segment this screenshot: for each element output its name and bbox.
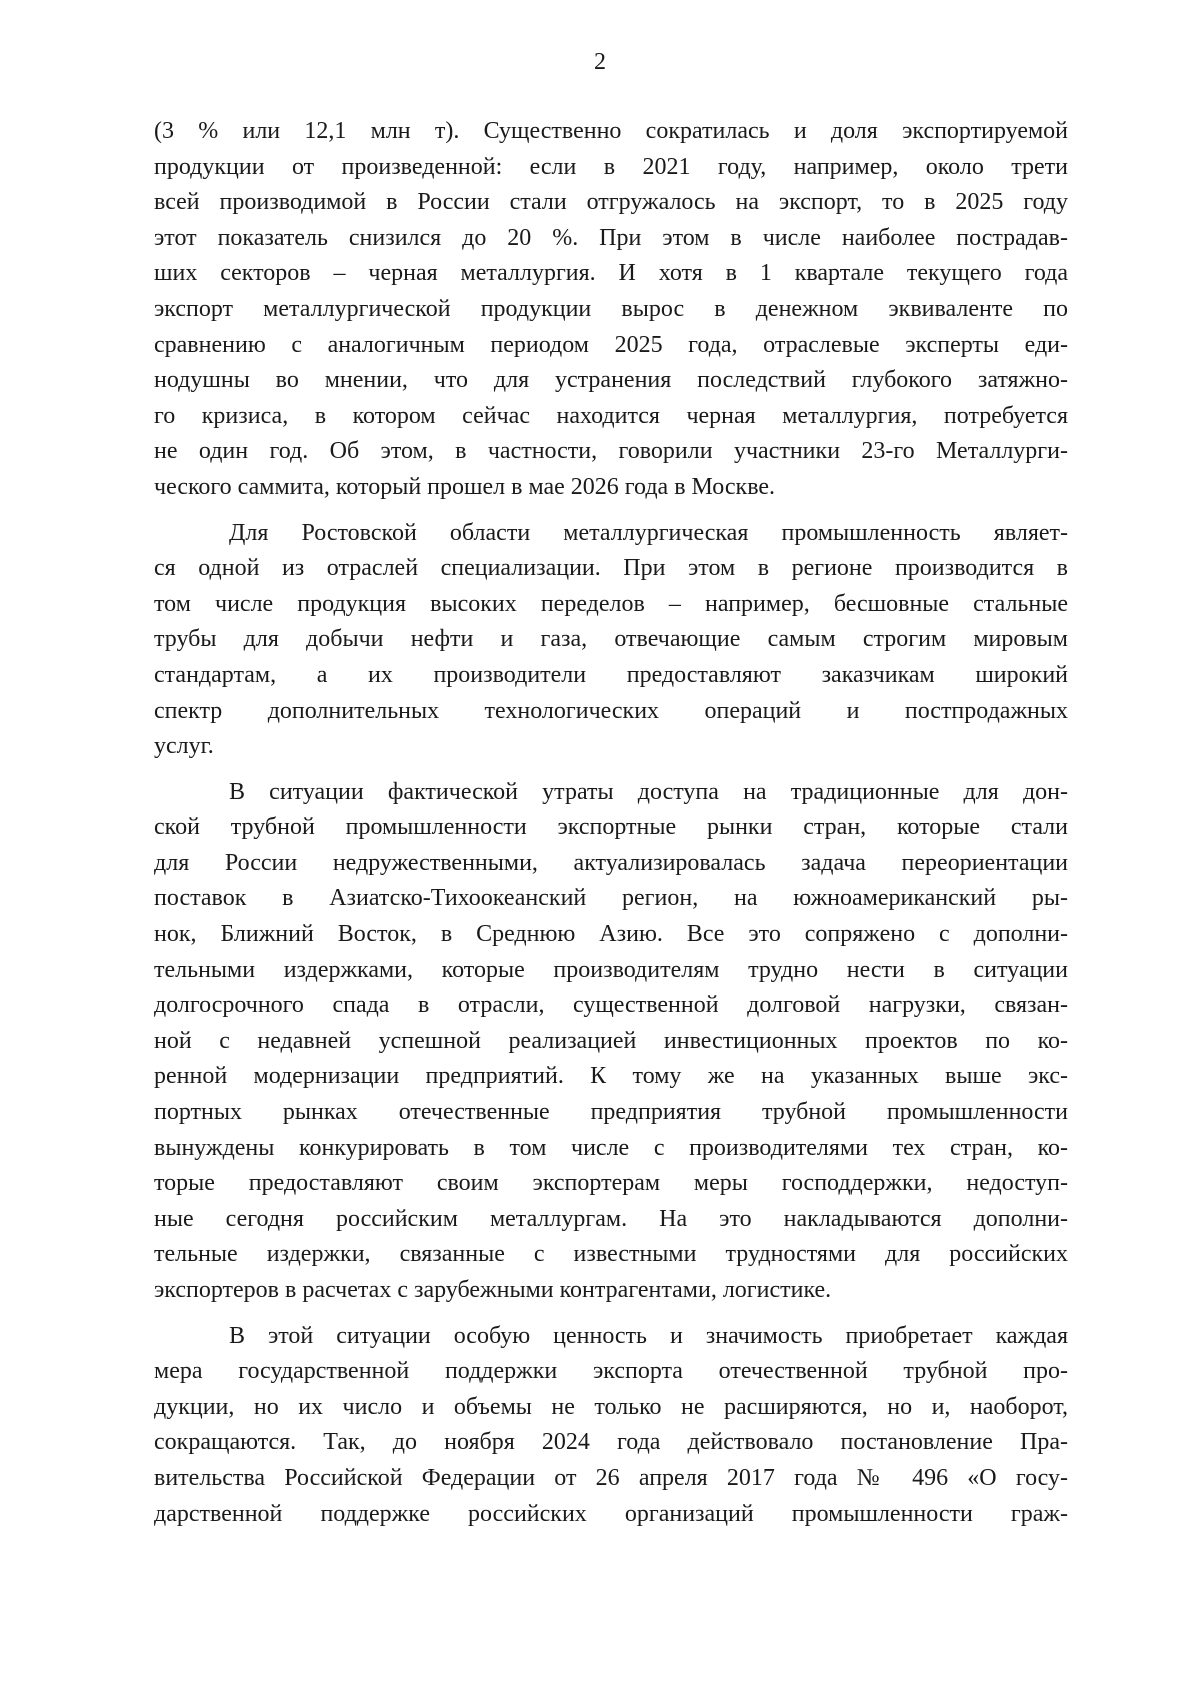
document-body bbox=[154, 114, 1068, 1532]
text-line: услуг. bbox=[154, 733, 214, 760]
paragraph-gap bbox=[154, 765, 1068, 775]
text-line: мера государственной поддержки экспорта отечественной трубной про- bbox=[154, 1358, 1068, 1385]
text-line: стандартам, а их производители предоставляют заказчикам широкий bbox=[154, 661, 1068, 688]
text-line: (3 % или 12,1 млн т). Существенно сократилась и доля экспортируемой bbox=[154, 118, 1068, 144]
text-line: дарственной поддержке российских организаций промышленности граж- bbox=[154, 1500, 1068, 1527]
text-line: для России недружественными, актуализировалась задача переориентации bbox=[154, 849, 1068, 876]
page-number: 2 bbox=[594, 49, 606, 75]
text-line: дукции, но их число и объемы не только не расширяются, но и, наоборот, bbox=[154, 1393, 1068, 1420]
text-line: поставок в Азиатско-Тихоокеанский регион, на южноамериканский ры- bbox=[154, 885, 1068, 912]
text-line: ской трубной промышленности экспортные рынки стран, которые стали bbox=[154, 814, 1068, 841]
text-line: ные сегодня российским металлургам. На это накладываются дополни- bbox=[154, 1205, 1068, 1232]
text-line: том числе продукция высоких переделов – например, бесшовные стальные bbox=[154, 590, 1068, 617]
text-line: ной с недавней успешной реализацией инвестиционных проектов по ко- bbox=[154, 1027, 1068, 1054]
text-line: трубы для добычи нефти и газа, отвечающие самым строгим мировым bbox=[154, 626, 1068, 653]
text-line: тельные издержки, связанные с известными трудностями для российских bbox=[154, 1241, 1068, 1268]
text-line: В этой ситуации особую ценность и значимость приобретает каждая bbox=[229, 1322, 1068, 1349]
text-line: ренной модернизации предприятий. К тому же на указанных выше экс- bbox=[154, 1063, 1068, 1090]
paragraph-gap bbox=[154, 506, 1068, 516]
paragraph bbox=[154, 516, 1068, 765]
text-line: торые предоставляют своим экспортерам меры господдержки, недоступ- bbox=[154, 1170, 1068, 1197]
text-line: не один год. Об этом, в частности, говорили участники 23-го Металлурги- bbox=[154, 438, 1068, 465]
paragraph bbox=[154, 114, 1068, 506]
text-line: Для Ростовской области металлургическая промышленность являет- bbox=[229, 519, 1068, 546]
text-line: долгосрочного спада в отрасли, существенной долговой нагрузки, связан- bbox=[154, 992, 1068, 1019]
text-line: ческого саммита, который прошел в мае 2026 года в Москве. bbox=[154, 473, 776, 500]
text-line: продукции от произведенной: если в 2021 году, например, около трети bbox=[154, 153, 1068, 180]
text-line: всей производимой в России стали отгружалось на экспорт, то в 2025 году bbox=[154, 189, 1068, 216]
text-line: портных рынках отечественные предприятия трубной промышленности bbox=[154, 1099, 1068, 1126]
paragraph-gap bbox=[154, 1309, 1068, 1319]
text-line: вительства Российской Федерации от 26 апреля 2017 года № 496 «О госу- bbox=[154, 1464, 1068, 1491]
text-line: ших секторов – черная металлургия. И хотя в 1 квартале текущего года bbox=[154, 260, 1068, 287]
text-line: спектр дополнительных технологических операций и постпродажных bbox=[154, 697, 1068, 724]
text-line: вынуждены конкурировать в том числе с производителями тех стран, ко- bbox=[154, 1134, 1068, 1161]
text-line: экспортеров в расчетах с зарубежными контрагентами, логистике. bbox=[154, 1277, 832, 1303]
text-line: этот показатель снизился до 20 %. При этом в числе наиболее пострадав- bbox=[154, 224, 1068, 251]
text-line: тельными издержками, которые производителям трудно нести в ситуации bbox=[154, 956, 1068, 983]
text-line: нодушны во мнении, что для устранения последствий глубокого затяжно- bbox=[154, 367, 1068, 394]
text-line: го кризиса, в котором сейчас находится черная металлургия, потребуется bbox=[154, 402, 1068, 429]
text-line: сравнению с аналогичным периодом 2025 года, отраслевые эксперты еди- bbox=[154, 331, 1068, 358]
text-line: сокращаются. Так, до ноября 2024 года действовало постановление Пра- bbox=[154, 1429, 1068, 1456]
text-line: нок, Ближний Восток, в Среднюю Азию. Все это сопряжено с дополни- bbox=[154, 921, 1068, 948]
text-line: В ситуации фактической утраты доступа на традиционные для дон- bbox=[229, 778, 1068, 805]
text-line: ся одной из отраслей специализации. При этом в регионе производится в bbox=[154, 555, 1068, 582]
paragraph bbox=[154, 1319, 1068, 1533]
text-line: экспорт металлургической продукции вырос в денежном эквиваленте по bbox=[154, 295, 1068, 322]
paragraph bbox=[154, 775, 1068, 1309]
